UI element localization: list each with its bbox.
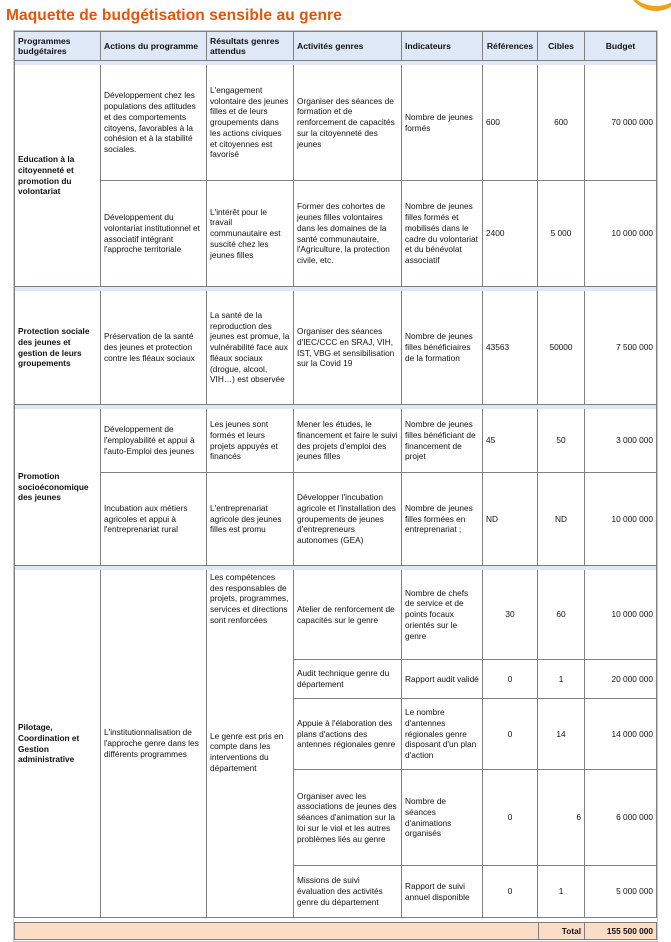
reference-cell	[483, 866, 538, 918]
result-cell	[207, 473, 294, 566]
action-cell-text: Préservation de la santé des jeunes et protection contre les fléaux sociaux	[104, 331, 195, 363]
logo-accent	[627, 0, 671, 11]
budget-cell-text: 10 000 000	[611, 513, 653, 524]
indicator-cell	[402, 409, 483, 473]
indicator-cell	[402, 570, 483, 660]
activity-cell	[294, 570, 402, 660]
reference-cell-text: 0	[507, 673, 513, 684]
activity-cell-text: Audit technique genre du département	[297, 668, 390, 689]
result-cell	[207, 570, 294, 918]
header-programmes	[14, 31, 101, 61]
reference-cell-text: 0	[507, 812, 513, 823]
reference-cell-text: 2400	[486, 228, 505, 239]
indicator-cell	[402, 65, 483, 181]
header-cibles	[538, 31, 585, 61]
result-text-genre: Le genre est pris en compte dans les interventions du département	[210, 730, 284, 773]
header-references	[483, 31, 538, 61]
header-indicateurs	[402, 31, 483, 61]
program-name	[14, 291, 101, 405]
indicator-cell	[402, 770, 483, 866]
target-cell-text: 1	[558, 673, 564, 684]
reference-cell-text: 600	[486, 117, 500, 128]
budget-cell-text: 5 000 000	[616, 886, 653, 897]
reference-cell	[483, 181, 538, 287]
reference-cell	[483, 699, 538, 770]
activity-cell-text: Former des cohortes de jeunes filles volontaires dans les domaines de la santé communautaire, l'Agriculture, la protection civile, etc.	[297, 201, 390, 265]
target-cell-text: 5 000	[550, 228, 572, 239]
indicator-cell	[402, 866, 483, 918]
activity-cell-text: Organiser des séances d'IEC/CCC en SRAJ, VIH, IST, VBG et sensibilisation sur la Covid 19	[297, 326, 395, 369]
activity-cell	[294, 770, 402, 866]
program-name-text: Education à la citoyenneté et promotion du volontariat	[18, 154, 75, 197]
target-cell	[538, 291, 585, 405]
indicator-cell-text: Nombre de séances d'animations organisés	[405, 796, 452, 839]
budget-cell	[585, 409, 657, 473]
activity-cell-text: Atelier de renforcement de capacités sur le genre	[297, 603, 395, 625]
result-cell-text: L'intérêt pour le travail communautaire est suscité chez les jeunes filles	[210, 206, 281, 260]
total-label-text: Total	[561, 925, 581, 936]
target-cell	[538, 65, 585, 181]
budget-cell	[585, 181, 657, 287]
reference-cell	[483, 660, 538, 699]
reference-cell-text: 0	[507, 728, 513, 739]
reference-cell	[483, 65, 538, 181]
header-budget	[585, 31, 657, 61]
header-activites	[294, 31, 402, 61]
result-cell-text: L'engagement volontaire des jeunes filles et de leurs groupements dans les actions civiques et citoyennes est favorisé	[210, 85, 289, 160]
indicator-cell-text: Nombre de jeunes filles formés et mobilisés dans le cadre du volontariat et du bénévolat associatif	[405, 201, 478, 265]
action-cell	[101, 409, 207, 473]
header-activites-text: Activités genres	[297, 41, 364, 51]
indicator-cell-text: Le nombre d'antennes régionales genre disposant d'un plan d'action	[405, 707, 477, 761]
header-cibles-text: Cibles	[548, 41, 574, 51]
header-actions-text: Actions du programme	[104, 41, 199, 51]
target-cell	[538, 181, 585, 287]
action-cell	[101, 65, 207, 181]
activity-cell	[294, 291, 402, 405]
header-programmes-text: Programmes budgétaires	[18, 36, 71, 56]
target-cell-text: 6	[576, 812, 581, 823]
program-name	[14, 409, 101, 566]
activity-cell-text: Missions de suivi évaluation des activités genre du département	[297, 875, 383, 907]
budget-cell	[585, 473, 657, 566]
target-cell-text: 60	[556, 609, 566, 620]
action-cell-text: Incubation aux métiers agricoles et appui à l'entreprenariat rural	[104, 502, 188, 535]
program-name	[14, 570, 101, 918]
header-actions	[101, 31, 207, 61]
budget-cell-text: 14 000 000	[611, 728, 653, 739]
activity-cell	[294, 473, 402, 566]
result-cell	[207, 291, 294, 405]
result-cell	[207, 409, 294, 473]
budget-cell-text: 6 000 000	[616, 812, 653, 823]
activity-cell-text: Appuie à l'élaboration des plans d'actions des antennes régionales genre	[297, 717, 396, 750]
program-name-text: Protection sociale des jeunes et gestion de leurs groupements	[18, 326, 90, 369]
indicator-cell	[402, 473, 483, 566]
program-name	[14, 65, 101, 287]
activity-cell-text: Développer l'incubation agricole et l'installation des groupements de jeunes d'entrepreneurs autonomes (GEA)	[297, 492, 396, 546]
indicator-cell-text: Nombre de jeunes formés	[405, 111, 473, 133]
target-cell	[538, 409, 585, 473]
budget-cell-text: 3 000 000	[616, 435, 653, 446]
indicator-cell	[402, 291, 483, 405]
budget-cell	[585, 570, 657, 660]
activity-cell-text: Mener les études, le financement et faire le suivi des projets d'emploi des jeunes filles	[297, 419, 398, 462]
total-value-text: 155 500 000	[606, 925, 653, 936]
action-cell	[101, 291, 207, 405]
action-cell	[101, 570, 207, 918]
reference-cell-text: 45	[486, 435, 496, 446]
indicator-cell-text: Nombre de chefs de service et de points focaux orientés sur le genre	[405, 587, 469, 641]
activity-cell-text: Organiser des séances de formation et de renforcement de capacités sur la citoyenneté des jeunes	[297, 95, 395, 149]
result-cell-text: Les jeunes sont formés et leurs projets appuyés et financés	[210, 419, 278, 462]
activity-cell	[294, 660, 402, 699]
header-indicateurs-text: Indicateurs	[405, 41, 451, 51]
activity-cell	[294, 699, 402, 770]
target-cell	[538, 866, 585, 918]
activity-cell	[294, 65, 402, 181]
reference-cell-text: 43563	[486, 342, 510, 353]
reference-cell-text: 30	[505, 609, 515, 620]
result-text-competences: Les compétences des responsables de projets, programmes, services et directions sont renforcées	[210, 572, 289, 625]
header-budget-text: Budget	[605, 41, 636, 51]
target-cell	[538, 570, 585, 660]
reference-cell-text: 0	[507, 886, 513, 897]
activity-cell	[294, 409, 402, 473]
indicator-cell	[402, 660, 483, 699]
budget-cell	[585, 660, 657, 699]
action-cell	[101, 473, 207, 566]
activity-cell	[294, 866, 402, 918]
budget-cell-text: 70 000 000	[611, 117, 653, 128]
indicator-cell	[402, 181, 483, 287]
budget-cell-text: 10 000 000	[611, 228, 653, 239]
budget-cell	[585, 699, 657, 770]
reference-cell-text: ND	[486, 513, 498, 524]
result-cell	[207, 181, 294, 287]
action-cell	[101, 181, 207, 287]
header-resultats-text: Résultats genres attendus	[210, 36, 280, 56]
target-cell	[538, 770, 585, 866]
target-cell-text: 1	[558, 886, 564, 897]
budget-cell	[585, 866, 657, 918]
header-references-text: Références	[486, 41, 534, 51]
total-value	[585, 922, 657, 940]
indicator-cell-text: Rapport de suivi annuel disponible	[405, 880, 470, 902]
target-cell-text: 14	[556, 728, 566, 739]
reference-cell	[483, 473, 538, 566]
activity-cell	[294, 181, 402, 287]
indicator-cell	[402, 699, 483, 770]
header-resultats	[207, 31, 294, 61]
result-cell-text: La santé de la reproduction des jeunes est promue, la vulnérabilité face aux fléaux sociaux (drogue, alcool, VIH…) est observée	[210, 310, 290, 385]
action-cell-text: Développement de l'employabilité et appui à l'auto-Emploi des jeunes	[104, 424, 195, 456]
action-cell-text: Développement du volontariat institutionnel et associatif intégrant l'approche territoriale	[104, 212, 200, 255]
indicator-cell-text: Rapport audit validé	[405, 673, 479, 684]
total-label	[538, 922, 585, 940]
target-cell	[538, 473, 585, 566]
target-cell-text: ND	[555, 513, 567, 524]
indicator-cell-text: Nombre de jeunes filles bénéficiaires de la formation	[405, 331, 473, 363]
program-name-text: Pilotage, Coordination et Gestion administrative	[18, 722, 80, 765]
program-name-text: Promotion socioéconomique des jeunes	[18, 470, 89, 503]
budget-cell	[585, 770, 657, 866]
reference-cell	[483, 409, 538, 473]
indicator-cell-text: Nombre de jeunes filles bénéficiant de financement de projet	[405, 419, 476, 462]
budget-cell	[585, 291, 657, 405]
activity-cell-text: Organiser avec les associations de jeunes des séances d'animation sur la loi sur le viol et les autres problèmes liés au genre	[297, 790, 397, 844]
target-cell-text: 50	[556, 435, 566, 446]
target-cell-text: 600	[554, 117, 568, 128]
reference-cell	[483, 291, 538, 405]
action-cell-text: Développement chez les populations des attitudes et des comportements citoyens, favorables à la cohésion et à la stabilité sociales.	[104, 90, 196, 154]
reference-cell	[483, 570, 538, 660]
budget-cell-text: 7 500 000	[616, 342, 653, 353]
page-title: Maquette de budgétisation sensible au genre	[6, 7, 342, 24]
reference-cell	[483, 770, 538, 866]
budget-cell-text: 10 000 000	[611, 609, 653, 620]
budget-cell	[585, 65, 657, 181]
budget-cell-text: 20 000 000	[611, 673, 653, 684]
action-cell-text: L'institutionnalisation de l'approche genre dans les différents programmes	[104, 727, 199, 759]
result-cell	[207, 65, 294, 181]
indicator-cell-text: Nombre de jeunes filles formées en entreprenariat ;	[405, 502, 473, 535]
target-cell	[538, 699, 585, 770]
target-cell	[538, 660, 585, 699]
result-cell-text: L'entreprenariat agricole des jeunes filles est promu	[210, 502, 282, 535]
target-cell-text: 50000	[549, 342, 573, 353]
